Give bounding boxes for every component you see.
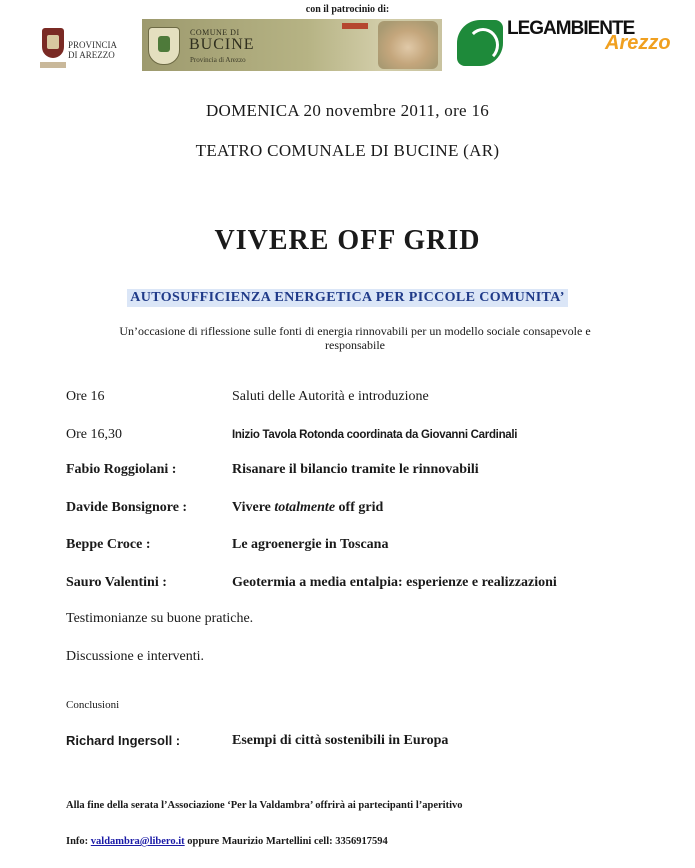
event-date: DOMENICA 20 novembre 2011, ore 16 xyxy=(205,101,490,120)
event-title: VIVERE OFF GRID xyxy=(214,225,481,256)
patronage-label: con il patrocinio di: xyxy=(305,4,390,15)
arezzo-crest-icon xyxy=(42,28,64,58)
event-subtitle-wrap xyxy=(0,288,695,307)
talk-bonsignore-em: totalmente xyxy=(274,500,336,515)
arezzo-logo-text: PROVINCIA DI AREZZO xyxy=(68,40,117,60)
speaker-ingersoll: Richard Ingersoll : xyxy=(66,733,181,748)
program-time-2: Ore 16,30 xyxy=(66,427,122,442)
comune-bucine-logo xyxy=(142,19,442,71)
legambiente-wordmark: LEGAMBIENTE xyxy=(507,18,635,39)
program-time-1: Ore 16 xyxy=(66,389,105,404)
talk-croce: Le agroenergie in Toscana xyxy=(232,537,389,552)
program-discussione: Discussione e interventi. xyxy=(66,649,205,664)
info-label: Info: xyxy=(66,836,89,847)
talk-bonsignore-post: off grid xyxy=(335,500,384,515)
fresco-image xyxy=(378,21,438,69)
footer-note: Alla fine della serata l’Associazione ‘Per la Valdambra’ offrirà ai partecipanti l’aperitivo xyxy=(66,800,463,811)
program-item-2: Inizio Tavola Rotonda coordinata da Giovanni Cardinali xyxy=(232,429,518,441)
event-venue: TEATRO COMUNALE DI BUCINE (AR) xyxy=(195,141,500,160)
talk-roggiolani: Risanare il bilancio tramite le rinnovabili xyxy=(232,462,479,477)
speaker-croce: Beppe Croce : xyxy=(66,537,151,552)
talk-valentini: Geotermia a media entalpia: esperienze e realizzazioni xyxy=(232,575,557,590)
program-item-1: Saluti delle Autorità e introduzione xyxy=(232,389,429,404)
footer-info xyxy=(66,836,388,847)
event-subtitle: AUTOSUFFICIENZA ENERGETICA PER PICCOLE COMUNITA’ xyxy=(127,289,568,307)
event-intro: Un’occasione di riflessione sulle fonti di energia rinnovabili per un modello sociale consapevole e responsabile xyxy=(119,324,591,352)
talk-bonsignore xyxy=(232,500,383,516)
talk-ingersoll: Esempi di città sostenibili in Europa xyxy=(232,733,449,748)
legambiente-leaf-icon xyxy=(457,20,503,66)
talk-bonsignore-pre: Vivere xyxy=(232,500,275,515)
bucine-stamp-mark xyxy=(342,23,368,29)
legambiente-arezzo-wordmark: Arezzo xyxy=(605,32,671,54)
bucine-logo-small-text: COMUNE DI xyxy=(190,28,240,37)
speaker-bonsignore: Davide Bonsignore : xyxy=(66,500,188,515)
bucine-logo-sub-text: Provincia di Arezzo xyxy=(190,56,246,64)
bucine-logo-text: BUCINE xyxy=(189,36,255,53)
program-testimonianze: Testimonianze su buone pratiche. xyxy=(66,611,254,626)
program-conclusioni: Conclusioni xyxy=(66,699,120,711)
bucine-crest-icon xyxy=(148,27,180,65)
speaker-roggiolani: Fabio Roggiolani : xyxy=(66,462,177,477)
legambiente-logo xyxy=(455,18,685,70)
provincia-arezzo-logo xyxy=(40,26,118,76)
speaker-valentini: Sauro Valentini : xyxy=(66,575,167,590)
email-link[interactable]: valdambra@libero.it xyxy=(90,836,185,847)
info-contact: oppure Maurizio Martellini cell: 3356917594 xyxy=(187,836,388,847)
arezzo-crest-base xyxy=(40,62,66,68)
